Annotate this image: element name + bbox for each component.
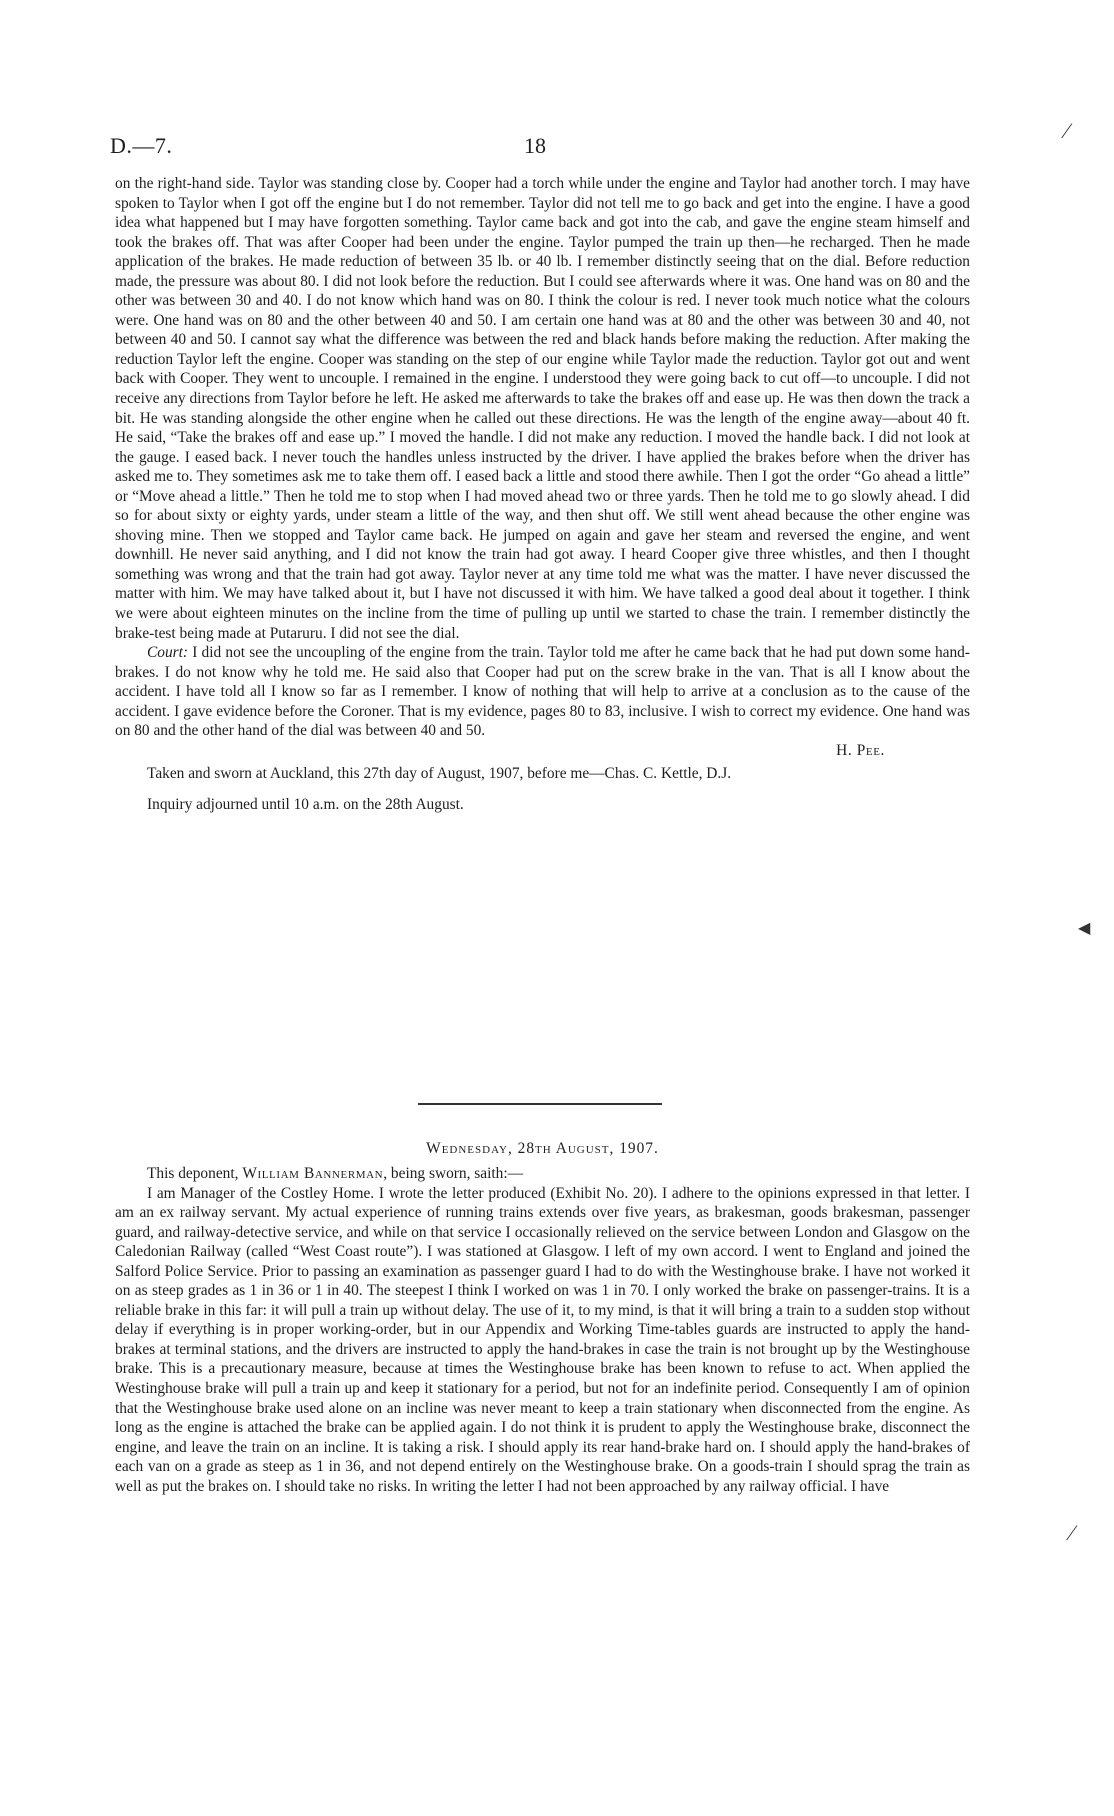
testimony-section-1 bbox=[115, 174, 970, 815]
testimony-paragraph: on the right-hand side. Taylor was standing close by. Cooper had a torch while under the engine and Taylor had another torch. I may have spoken to Taylor when I got off the engine but I do not remember. Taylor did not tell me to go back and get into the engine. I have a good idea what happened but I may have forgotten something. Taylor came back and got into the cab, and gave the engine steam himself and took the brakes off. That was after Cooper had been under the engine. Taylor pumped the train up then—he recharged. Then he made application of the brakes. He made reduction of between 35 lb. or 40 lb. I remember distinctly seeing that on the dial. Before reduction made, the pressure was about 80. I did not look before the reduction. But I could see afterwards where it was. One hand was on 80 and the other was between 30 and 40. I do not know which hand was on 80. I think the colour is red. I never took much notice what the colours were. One hand was on 80 and the other between 40 and 50. I am certain one hand was at 80 and the other was between 30 and 40, not between 40 and 50. I cannot say what the difference was between the red and black hands before making the reduction. After making the reduction Taylor left the engine. Cooper was standing on the step of our engine while Taylor made the reduction. Taylor got out and went back with Cooper. They went to uncouple. I remained in the engine. I understood they were going back to cut off—to uncouple. I did not receive any directions from Taylor before he left. He asked me afterwards to take the brakes off and ease up. He was then down the track a bit. He was standing alongside the other engine when he called out these directions. He was the length of the engine away—about 40 ft. He said, “Take the brakes off and ease up.” I moved the handle. I did not make any reduction. I moved the handle back. I did not look at the gauge. I eased back. I never touch the handles unless instructed by the driver. I have applied the brakes before when the driver has asked me to. They sometimes ask me to take them off. I eased back a little and stood there awhile. Then I got the order “Go ahead a little” or “Move ahead a little.” Then he told me to stop when I had moved ahead two or three yards. Then he told me to go slowly ahead. I did so for about sixty or eighty yards, under steam a little of the way, and then shut off. We still went ahead because the other engine was shoving mine. Then we stopped and Taylor came back. He jumped on again and gave her steam and reversed the engine, and went downhill. He never said anything, and I did not know the train had got away. I heard Cooper give three whistles, and then I thought something was wrong and that the train had got away. Taylor never at any time told me what was the matter. I have never discussed the matter with him. We may have talked about it, but I have not discussed it with him. We have talked a good deal about it together. I think we were about eighteen minutes on the incline from the time of pulling up until we started to chase the train. I remember distinctly the brake-test being made at Putaruru. I did not see the dial. bbox=[115, 175, 970, 642]
section-code: D.—7. bbox=[110, 133, 173, 158]
margin-arrow-mark: ◀ bbox=[1078, 920, 1091, 937]
adjournment-note: Inquiry adjourned until 10 a.m. on the 28th August. bbox=[147, 795, 464, 813]
page-number: 18 bbox=[524, 133, 546, 158]
deponent-name: William Bannerman bbox=[242, 1165, 384, 1182]
margin-pencil-mark-lower: ⁄ bbox=[1070, 1520, 1074, 1545]
deponent-intro: This deponent, William Bannerman, being sworn, saith:— bbox=[147, 1165, 524, 1182]
testimony-section-2 bbox=[115, 1164, 970, 1496]
deponent-signature: H. Pee. bbox=[836, 741, 885, 759]
court-statement: I did not see the uncoupling of the engine from the train. Taylor told me after he came back that he had put down some hand-brakes. I do not know why he told me. He said also that Cooper had put on the screw brake in the van. That is all I know about the accident. I have told all I know so far as I remember. I know of nothing that will help to arrive at a conclusion as to the cause of the accident. I gave evidence before the Coroner. That is my evidence, pages 80 to 83, inclusive. I wish to correct my evidence. One hand was on 80 and the other hand of the dial was between 40 and 50. bbox=[115, 644, 970, 740]
date-heading: Wednesday, 28th August, 1907. bbox=[426, 1140, 659, 1157]
section-divider bbox=[418, 1103, 662, 1105]
sworn-statement: Taken and sworn at Auckland, this 27th day of August, 1907, before me—Chas. C. Kettle, D.J. bbox=[147, 765, 732, 783]
court-paragraph bbox=[115, 643, 970, 741]
court-label: Court: bbox=[147, 644, 189, 662]
testimony-paragraph: I am Manager of the Costley Home. I wrote the letter produced (Exhibit No. 20). I adhere to the opinions expressed in that letter. I am an ex railway servant. My actual experience of running trains extends over five years, as brakesman, goods brakesman, passenger guard, and railway-detective service, and while on that service I occasionally relieved on the service between London and Glasgow on the Caledonian Railway (called “West Coast route”). I was stationed at Glasgow. I left of my own accord. I went to England and joined the Salford Police Service. Prior to passing an examination as passenger guard I had to do with the Westinghouse brake. I have not worked it on as steep grades as 1 in 36 or 1 in 40. The steepest I think I worked on was 1 in 70. I only worked the brake on passenger-trains. It is a reliable brake in this far: it will pull a train up without delay. The use of it, to my mind, is that it will bring a train to a sudden stop without delay if everything is in proper working-order, but in our Appendix and Working Time-tables guards are instructed to apply the hand-brakes at terminal stations, and the drivers are instructed to apply the hand-brakes in case the train is not brought up by the Westinghouse brake. This is a precautionary measure, because at times the Westinghouse brake has been known to refuse to act. When applied the Westinghouse brake will pull a train up and keep it stationary for a period, but not for an indefinite period. Consequently I am of opinion that the Westinghouse brake used alone on an incline was never meant to keep a train stationary when disconnected from the engine. As long as the engine is attached the brake can be applied again. I do not think it is prudent to apply the Westinghouse brake, disconnect the engine, and leave the train on an incline. It is taking a risk. I should apply its rear hand-brake hard on. I should apply the hand-brakes of each van on a grade as steep as 1 in 36, and not depend entirely on the Westinghouse brake. On a goods-train I should sprag the train as well as put the brakes on. I should take no risks. In writing the letter I had not been approached by any railway official. I have bbox=[115, 1184, 970, 1495]
margin-pencil-mark: ⁄ bbox=[1065, 118, 1069, 143]
